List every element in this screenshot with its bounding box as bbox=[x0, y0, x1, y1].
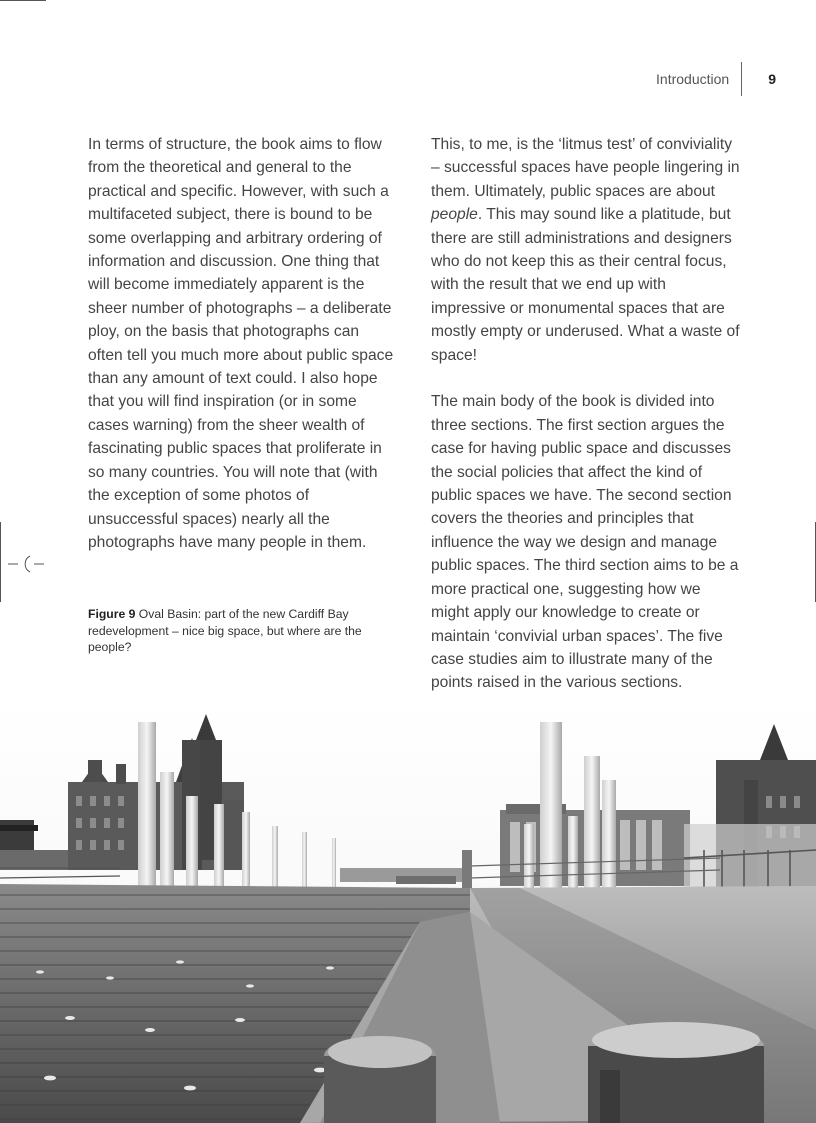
right-column bbox=[431, 133, 741, 695]
header-divider bbox=[741, 62, 742, 96]
emphasis-text: people bbox=[431, 206, 478, 224]
crop-mark-left bbox=[0, 522, 1, 602]
crop-mark-top bbox=[0, 0, 46, 1]
paragraph-text: . This may sound like a platitude, but there are still administrations and designers who do not keep this as their central focus, with the result that we end up with impressive or monumental spaces that are mostly empty or underused. What a waste of space! bbox=[431, 206, 740, 364]
paragraph-text: This, to me, is the ‘litmus test’ of conviviality – successful spaces have people lingering in them. Ultimately, public spaces are about bbox=[431, 136, 740, 200]
figure-label: Figure 9 bbox=[88, 607, 136, 621]
paragraph bbox=[431, 133, 741, 367]
caption-text: Oval Basin: part of the new Cardiff Bay redevelopment – nice big space, but where are the people? bbox=[88, 607, 362, 654]
paragraph: The main body of the book is divided into three sections. The first section argues the case for having public space and discusses the social policies that affect the kind of public spaces we have. The second section covers the theories and principles that influence the way we design and manage public spaces. The third section aims to be a more practical one, suggesting how we might apply our knowledge to create or maintain ‘convivial urban spaces’. The five case studies aim to illustrate many of the points raised in the various sections. bbox=[431, 393, 739, 692]
figure-caption bbox=[88, 606, 388, 656]
registration-mark-icon bbox=[6, 552, 46, 576]
photo-oval-basin bbox=[0, 700, 816, 1123]
left-column bbox=[88, 133, 398, 554]
paragraph: In terms of structure, the book aims to flow from the theoretical and general to the practical and specific. However, with such a multifaceted subject, there is bound to be some overlapping and arbitrary ordering of information and discussion. One thing that will become immediately apparent is the sheer number of photographs – a deliberate ploy, on the basis that photographs can often tell you much more about public space than any amount of text could. I also hope that you will find inspiration (or in some cases warning) from the sheer wealth of fascinating public spaces that proliferate in so many countries. You will note that (with the exception of some photos of unsuccessful spaces) nearly all the photographs have many people in them. bbox=[88, 136, 394, 551]
running-head bbox=[656, 62, 776, 96]
page-number: 9 bbox=[768, 71, 776, 87]
section-title: Introduction bbox=[656, 71, 730, 87]
